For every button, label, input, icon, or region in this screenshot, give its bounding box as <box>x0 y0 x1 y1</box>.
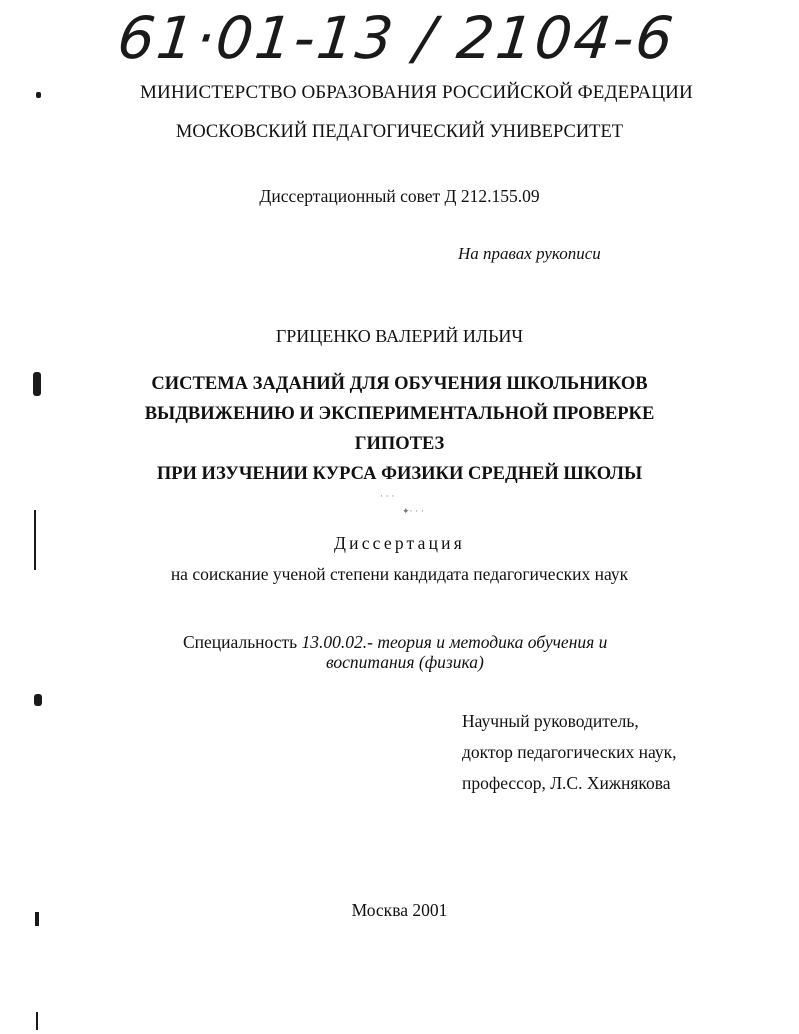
title-line-3: ГИПОТЕЗ <box>354 434 445 454</box>
university-heading: МОСКОВСКИЙ ПЕДАГОГИЧЕСКИЙ УНИВЕРСИТЕТ <box>175 122 624 142</box>
ministry-heading: МИНИСТЕРСТВО ОБРАЗОВАНИЯ РОССИЙСКОЙ ФЕДЕРАЦИИ <box>140 82 693 103</box>
specialty-line <box>183 632 607 653</box>
punch-hole-mark <box>34 694 42 706</box>
manuscript-rights-note: На правах рукописи <box>458 244 601 263</box>
supervisor-degree: доктор педагогических наук, <box>462 742 677 762</box>
scan-line-mark <box>35 912 39 926</box>
scan-speck: ✦· · · <box>402 507 424 517</box>
author-name: ГРИЦЕНКО ВАЛЕРИЙ ИЛЬИЧ <box>275 326 524 346</box>
specialty-name: теория и методика обучения и <box>377 632 608 652</box>
handwritten-archive-code: 61·01-13 / 2104-6 <box>114 4 679 72</box>
specialty-label: Специальность <box>183 632 298 652</box>
punch-hole-mark <box>33 372 41 396</box>
document-type: Диссертация <box>334 533 465 553</box>
title-line-1: СИСТЕМА ЗАДАНИЙ ДЛЯ ОБУЧЕНИЯ ШКОЛЬНИКОВ <box>151 374 648 394</box>
supervisor-name: профессор, Л.С. Хижнякова <box>462 773 671 793</box>
title-line-2: ВЫДВИЖЕНИЮ И ЭКСПЕРИМЕНТАЛЬНОЙ ПРОВЕРКЕ <box>144 404 655 424</box>
supervisor-title: Научный руководитель, <box>462 711 639 731</box>
title-line-4: ПРИ ИЗУЧЕНИИ КУРСА ФИЗИКИ СРЕДНЕЙ ШКОЛЫ <box>156 464 643 484</box>
specialty-code: 13.00.02.- <box>301 632 373 652</box>
punch-hole-mark <box>36 92 41 98</box>
council-line: Диссертационный совет Д 212.155.09 <box>259 186 540 206</box>
specialty-name-continued: воспитания (физика) <box>326 652 484 672</box>
degree-line: на соискание ученой степени кандидата педагогических наук <box>170 564 629 584</box>
city-year: Москва 2001 <box>351 900 448 920</box>
scan-line-mark <box>34 510 36 570</box>
scan-speck: · · · <box>380 492 395 502</box>
scan-line-mark <box>36 1012 38 1030</box>
